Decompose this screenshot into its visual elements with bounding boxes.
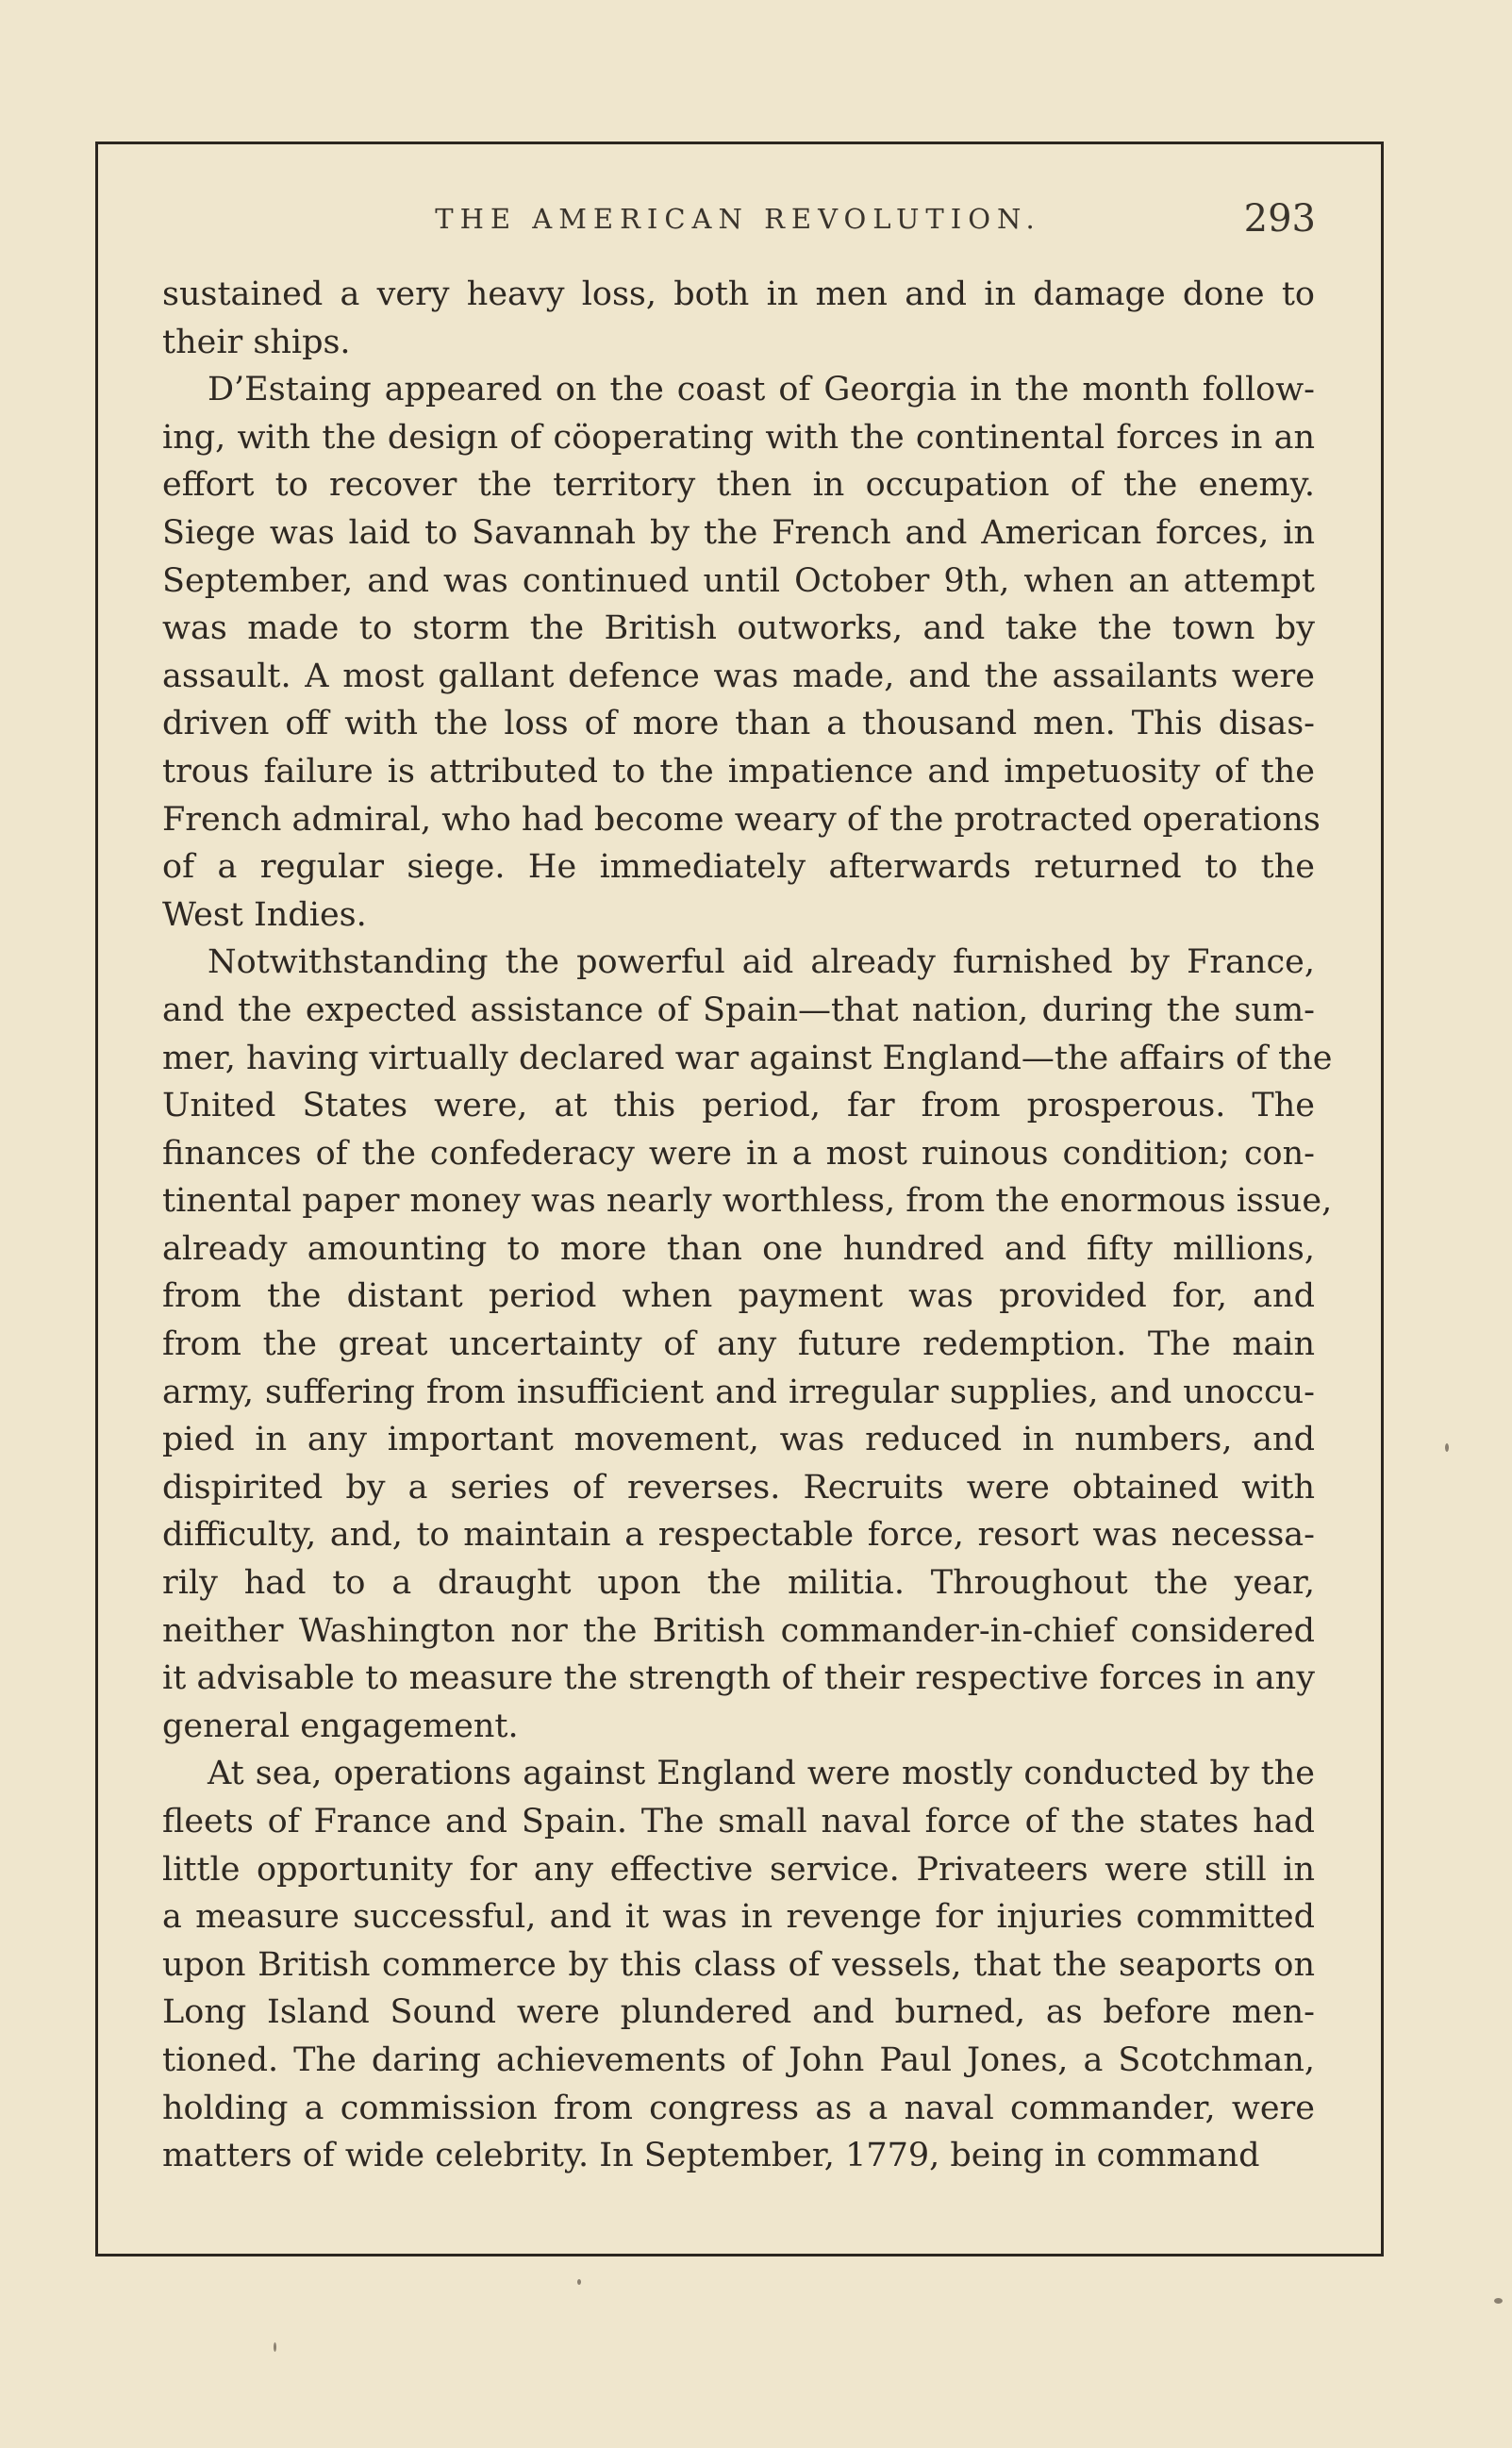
running-title: THE AMERICAN REVOLUTION.	[435, 203, 1041, 235]
text-line: and the expected assistance of Spain—that nation, during the sum-	[162, 991, 1315, 1029]
text-line: Siege was laid to Savannah by the French and American forces, in	[162, 513, 1315, 552]
text-line: effort to recover the territory then in occupation of the enemy.	[162, 466, 1315, 505]
text-line: a measure successful, and it was in revenge for injuries committed	[162, 1898, 1315, 1937]
text-line: little opportunity for any effective service. Privateers were still in	[162, 1850, 1315, 1889]
paragraph	[162, 271, 1315, 366]
text-line: of a regular siege. He immediately afterwards returned to the	[162, 848, 1315, 887]
paper-speck	[1445, 1443, 1449, 1452]
text-line: from the great uncertainty of any future redemption. The main	[162, 1325, 1315, 1364]
paper-speck	[577, 2279, 581, 2285]
text-line: difficulty, and, to maintain a respectable force, resort was necessa-	[162, 1516, 1315, 1555]
text-line: September, and was continued until October 9th, when an attempt	[162, 561, 1315, 600]
text-line: rily had to a draught upon the militia. Throughout the year,	[162, 1564, 1315, 1603]
text-line: trous failure is attributed to the impatience and impetuosity of the	[162, 752, 1315, 791]
text-line: their ships.	[162, 323, 351, 361]
page-header	[160, 193, 1316, 250]
text-line: general engagement.	[162, 1707, 519, 1745]
text-line: Long Island Sound were plundered and burned, as before men-	[162, 1993, 1315, 2032]
text-line: matters of wide celebrity. In September, 1779, being in command	[162, 2137, 1260, 2175]
body-text	[162, 271, 1333, 2180]
page-number: 293	[1243, 197, 1316, 241]
text-line: upon British commerce by this class of vessels, that the seaports on	[162, 1945, 1315, 1984]
text-line: army, suffering from insufficient and irregular supplies, and unoccu-	[162, 1373, 1315, 1411]
text-line: ing, with the design of cöoperating with the continental forces in an	[162, 418, 1315, 457]
text-line: West Indies.	[162, 895, 367, 934]
paragraph	[162, 939, 1333, 1750]
text-line: fleets of France and Spain. The small naval force of the states had	[162, 1803, 1315, 1840]
text-line: pied in any important movement, was reduced in numbers, and	[162, 1421, 1315, 1459]
text-line: sustained a very heavy loss, both in men and in damage done to	[162, 275, 1315, 313]
paper-speck	[274, 2342, 276, 2352]
text-line: neither Washington nor the British commander-in-chief considered	[162, 1611, 1315, 1650]
text-line: it advisable to measure the strength of their respective forces in any	[162, 1659, 1315, 1698]
paragraph	[162, 1750, 1315, 2179]
text-line: was made to storm the British outworks, and take the town by	[162, 609, 1315, 648]
text-line: Notwithstanding the powerful aid already furnished by France,	[208, 943, 1315, 982]
text-line: tioned. The daring achievements of John Paul Jones, a Scotchman,	[162, 2040, 1315, 2079]
text-line: assault. A most gallant defence was made, and the assailants were	[162, 657, 1315, 695]
text-line: from the distant period when payment was provided for, and	[162, 1277, 1315, 1316]
text-line: United States were, at this period, far from prosperous. The	[162, 1087, 1315, 1125]
paper-speck	[1494, 2298, 1503, 2304]
text-line: D’Estaing appeared on the coast of Georgia in the month follow-	[208, 371, 1315, 409]
text-line: driven off with the loss of more than a thousand men. This disas-	[162, 705, 1315, 743]
text-line: tinental paper money was nearly worthless, from the enormous issue,	[162, 1182, 1333, 1221]
text-line: mer, having virtually declared war against England—the affairs of the	[162, 1039, 1333, 1077]
text-line: holding a commission from congress as a naval commander, were	[162, 2089, 1315, 2127]
text-line: dispirited by a series of reverses. Recruits were obtained with	[162, 1468, 1315, 1507]
text-line: French admiral, who had become weary of the protracted operations	[162, 800, 1321, 839]
paragraph	[162, 366, 1321, 939]
text-line: finances of the confederacy were in a most ruinous condition; con-	[162, 1134, 1315, 1173]
text-line: At sea, operations against England were mostly conducted by the	[208, 1755, 1315, 1793]
text-line: already amounting to more than one hundred and fifty millions,	[162, 1229, 1315, 1268]
